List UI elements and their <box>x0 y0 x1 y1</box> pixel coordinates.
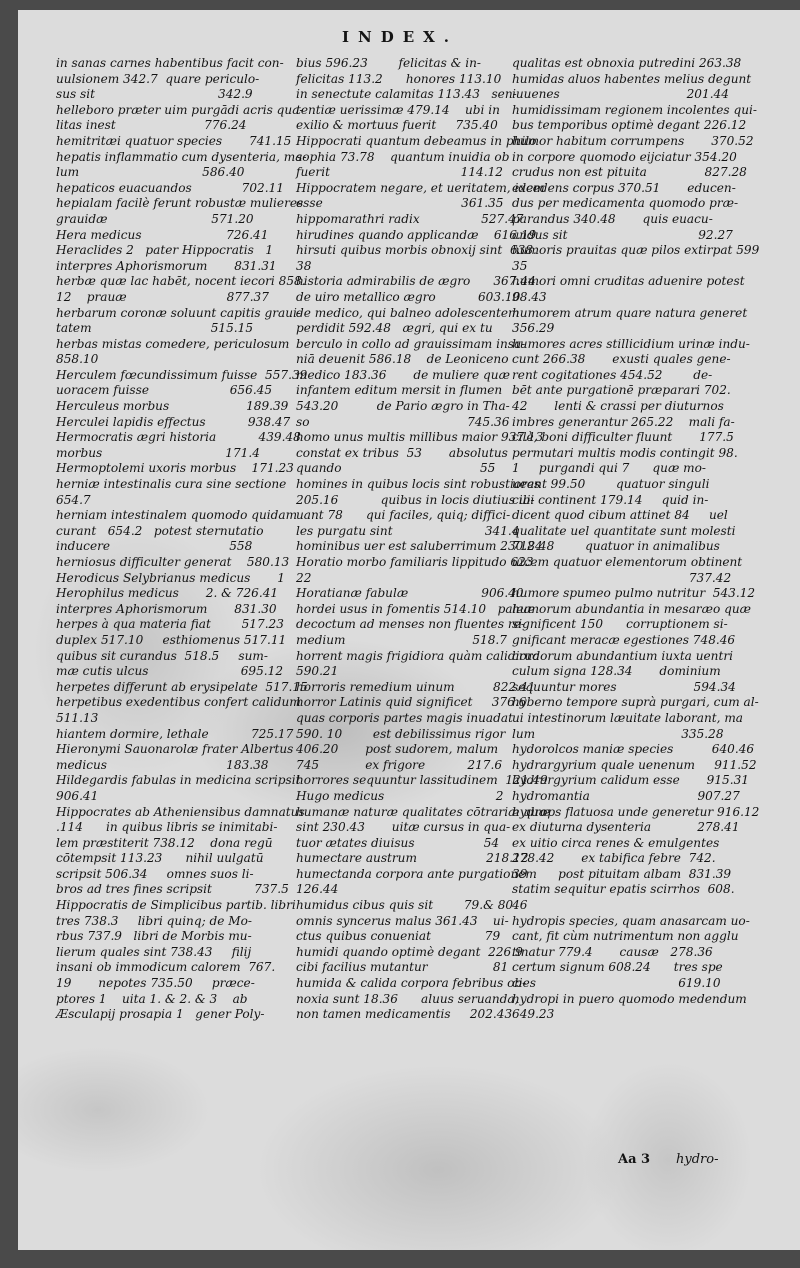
index-line: inducere 558 <box>56 539 253 554</box>
index-line: 38 <box>296 258 312 273</box>
index-line: Æsculapij prosapia 1 gener Poly- <box>56 1007 265 1022</box>
index-line: lem præstiterit 738.12 dona regū <box>56 835 273 850</box>
index-line: Hermocratis ægri historia 439.48 <box>56 430 301 445</box>
index-line: horrores sequuntur lassitudinem 121.49 <box>296 773 548 788</box>
index-line: homines in quibus locis sint robustiores <box>296 477 541 492</box>
index-line: humorem atrum quare natura generet <box>512 305 748 320</box>
index-line: fuerit 114.12 <box>296 165 503 180</box>
index-line: ueant 99.50 quatuor singuli <box>512 477 710 492</box>
index-line: crudus non est pituita 827.28 <box>512 165 747 180</box>
index-line: quibus sit curandus 518.5 sum- <box>56 648 268 663</box>
index-line: quas corporis partes magis inuadat <box>296 710 513 725</box>
index-line: herbæ quæ lac habēt, nocent iecori 858. <box>56 274 306 289</box>
catchword: hydro- <box>676 1152 719 1167</box>
index-line: hydorolcos maniæ species 640.46 <box>512 742 755 757</box>
index-line: 1 purgandi qui 7 quæ mo- <box>512 461 707 476</box>
index-line: hydropis species, quam anasarcam uo- <box>512 913 750 928</box>
index-line: grauidæ 571.20 <box>56 211 254 226</box>
index-line: humidi quando optimè degant 226.9 <box>296 944 523 959</box>
index-line: tentiæ uerissimæ 479.14 ubi in <box>296 102 500 117</box>
index-line: cant, fit cùm nutrimentum non agglu <box>512 929 739 944</box>
index-line: lum 586.40 <box>56 165 245 180</box>
index-line: humore spumeo pulmo nutritur 543.12 <box>512 586 756 601</box>
index-line: humoris prauitas quæ pilos extirpat 599 <box>512 243 760 258</box>
index-line: quando 55 <box>296 461 496 476</box>
index-line: in senectute calamitas 113.43 sen- <box>296 87 517 102</box>
index-line: humori omni cruditas aduenire potest <box>512 274 745 289</box>
index-line: hydropi in puero quomodo medendum <box>512 991 747 1006</box>
index-line: horroris remedium uinum 822.41 <box>296 679 536 694</box>
index-line: hirudines quando applicandæ 616.19 <box>296 227 537 242</box>
index-line: medicus 183.38 <box>56 757 269 772</box>
index-line: hyberno tempore suprà purgari, cum al- <box>512 695 759 710</box>
index-line: hemitritæi quatuor species 741.15 <box>56 133 292 148</box>
index-line: uicem quatuor elementorum obtinent <box>512 555 743 569</box>
index-line: hepaticos euacuandos 702.11 <box>56 180 284 195</box>
index-line: niā deuenit 586.18 de Leoniceno <box>296 352 509 367</box>
index-line: homo unus multis millibus maior 937.13 <box>296 430 544 445</box>
index-line: berculo in collo ad grauissimam insa- <box>296 336 526 351</box>
index-line: 590. 10 est debilissimus rigor <box>296 726 506 741</box>
index-line: 590.21 <box>296 664 339 679</box>
index-line: tres 738.3 libri quinq; de Mo- <box>56 913 253 928</box>
index-line: 12 prauæ 877.37 <box>56 289 269 304</box>
index-line: Hermoptolemi uxoris morbus 171.23 <box>56 461 294 476</box>
index-line: iuuenes 201.44 <box>512 87 729 102</box>
index-line: hydrargyrium calidum esse 915.31 <box>512 773 749 788</box>
index-line: 98.43 <box>512 289 547 304</box>
index-line: statim sequitur epatis scirrhos 608. <box>512 882 735 897</box>
index-line: so 745.36 <box>296 414 510 429</box>
index-line: 205.16 quibus in locis diutius ui- <box>296 492 535 507</box>
index-line: bros ad tres fines scripsit 737.5 <box>56 882 289 897</box>
index-line: tinatur 779.4 causæ 278.36 <box>512 944 713 959</box>
index-line: Hugo medicus 2 <box>296 788 504 803</box>
index-line: lierum quales sint 738.43 filij <box>56 944 252 959</box>
index-line: Heraclides 2 pater Hippocratis 1 <box>56 243 274 258</box>
index-line: hydromantia 907.27 <box>512 788 740 803</box>
index-line: ui intestinorum læuitate laborant, ma <box>512 710 743 725</box>
index-line: hepialam facilè ferunt robustæ mulieres <box>56 196 304 211</box>
index-line: 745 ex frigore 217.6 <box>296 757 503 772</box>
index-line: rent cogitationes 454.52 de- <box>512 367 713 382</box>
index-line: herniæ intestinalis cura sine sectione <box>56 477 287 492</box>
index-line: dus per medicamenta quomodo præ- <box>512 196 739 211</box>
index-line: humidissimam regionem incolentes qui- <box>512 102 757 117</box>
index-line: 22 <box>296 570 312 585</box>
index-line: humorum abundantia in mesaræo quæ <box>512 601 751 616</box>
index-column-right <box>512 56 760 1023</box>
index-line: Hippocratem negare, et ueritatem, idem <box>296 180 545 195</box>
index-line: permutari multis modis contingit 98. <box>512 445 738 460</box>
index-line: hiantem dormire, lethale 725.17 <box>56 726 294 741</box>
index-line: Herophilus medicus 2. & 726.41 <box>56 586 279 601</box>
index-line: herpetibus exedentibus confert calidum <box>56 695 301 710</box>
index-line: 858.10 <box>56 352 99 367</box>
index-line: de uiro metallico ægro 603.10 <box>296 289 521 304</box>
index-line: herniosus difficulter generat 580.13 <box>56 555 290 569</box>
index-line: dicent quod cibum attinet 84 uel <box>512 508 728 523</box>
index-line: rbus 737.9 libri de Morbis mu- <box>56 929 252 944</box>
index-line: humores acres stillicidium urinæ indu- <box>512 336 750 351</box>
index-line: exilio & mortuus fuerit 735.40 <box>296 118 498 133</box>
index-line: omnis syncerus malus 361.43 ui- <box>296 913 509 928</box>
index-line: in sanas carnes habentibus facit con- <box>56 56 284 70</box>
index-line: interpres Aphorismorum 831.30 <box>56 601 277 616</box>
index-line: cōtempsit 113.23 nihil uulgatū <box>56 851 264 866</box>
index-line: Hera medicus 726.41 <box>56 227 269 242</box>
index-line: certum signum 608.24 tres spe <box>512 960 723 975</box>
signature-mark: Aa 3 <box>618 1152 651 1167</box>
index-line: Hippocrates ab Atheniensibus damnatus <box>56 804 305 819</box>
index-line: tatem 515.15 <box>56 321 254 336</box>
index-line: .114 in quibus libris se inimitabi- <box>56 820 278 835</box>
index-line: tuor ætates diuisus 54 <box>296 835 500 850</box>
index-line: infantem editum mersit in flumen <box>296 383 503 398</box>
index-line: scripsit 506.34 omnes suos li- <box>56 866 254 881</box>
index-line: bius 596.23 felicitas & in- <box>296 56 482 70</box>
index-line: 46 <box>512 898 528 913</box>
index-line: herbas mistas comedere, periculosum <box>56 336 290 351</box>
index-line: 19 nepotes 735.50 præce- <box>56 976 255 991</box>
index-line: uant 78 qui faciles, quiq; diffici- <box>296 508 511 523</box>
index-line: sophia 73.78 quantum inuidia ob <box>296 149 510 164</box>
index-line: helleboro præter uim purgādi acris qua- <box>56 102 304 117</box>
index-line: 511.13 <box>56 710 99 725</box>
index-line: humida & calida corpora febribus ob- <box>296 976 527 991</box>
index-line: cilè, boni difficulter fluunt 177.5 <box>512 430 734 445</box>
index-line: Hieronymi Sauonarolæ frater Albertus <box>56 742 294 757</box>
index-line: hydrops flatuosa unde generetur 916.12 <box>512 804 760 819</box>
index-line: humectanda corpora ante purgationem <box>296 866 537 881</box>
index-line: ptores 1 uita 1. & 2. & 3 ab <box>56 991 248 1006</box>
index-line: horrent magis frigidiora quàm calidiora <box>296 648 540 663</box>
index-line: Hildegardis fabulas in medicina scripsit <box>56 773 301 788</box>
index-line: humectare austrum 218.12 <box>296 851 529 866</box>
index-line: cunt 266.38 exusti quales gene- <box>512 352 731 367</box>
index-line: Horatio morbo familiaris lippitudo 623. <box>296 555 538 569</box>
index-line: 543.20 de Pario ægro in Tha- <box>296 399 510 414</box>
index-line: medico 183.36 de muliere quæ <box>296 367 510 382</box>
index-line: culum signa 128.34 dominium <box>512 664 721 679</box>
index-line: cies 619.10 <box>512 976 721 991</box>
index-line: hordei usus in fomentis 514.10 paleæ <box>296 601 535 616</box>
index-line: felicitas 113.2 honores 113.10 <box>296 71 502 86</box>
index-line: hirsuti quibus morbis obnoxij sint 638. <box>296 243 537 258</box>
index-line: sequuntur mores 594.34 <box>512 679 736 694</box>
index-line: esse 361.35 <box>296 196 504 211</box>
index-line: hominibus uer est saluberrimum 230.24 <box>296 539 543 554</box>
index-line: 278.42 ex tabifica febre 742. <box>512 851 716 866</box>
index-line: uoracem fuisse 656.45 <box>56 383 273 398</box>
index-line: Hippocrati quantum debeamus in philo <box>296 133 537 148</box>
index-header: INDEX. <box>341 28 459 46</box>
index-line: medium 518.7 <box>296 632 507 647</box>
index-line: decoctum ad menses non fluentes re- <box>296 617 525 632</box>
index-line: herbarum coronæ soluunt capitis graui- <box>56 305 301 320</box>
index-line: in corpore quomodo eijciatur 354.20 <box>512 149 737 164</box>
index-line: duplex 517.10 esthiomenus 517.11 <box>56 632 287 647</box>
index-line: significent 150 corruptionem si- <box>512 617 728 632</box>
index-line: cibi facilius mutantur 81 <box>296 960 509 975</box>
index-line: crudorum abundantium iuxta uentri <box>512 648 733 663</box>
index-line: humor habitum corrumpens 370.52 <box>512 133 754 148</box>
index-line: cibi continent 179.14 quid in- <box>512 492 709 507</box>
index-line: historia admirabilis de ægro 367.44 <box>296 274 536 289</box>
index-line: mæ cutis ulcus 695.12 <box>56 664 284 679</box>
index-line: non tamen medicamentis 202.43 <box>296 1007 513 1022</box>
index-line: 406.20 post sudorem, malum <box>296 742 499 757</box>
index-line: hepatis inflammatio cum dysenteria, ma- <box>56 149 307 164</box>
index-line: morbus 171.4 <box>56 445 260 460</box>
index-line: sus sit 342.9 <box>56 87 253 102</box>
index-line: herpes à qua materia fiat 517.23 <box>56 617 284 632</box>
index-line: ex uitio circa renes & emulgentes <box>512 835 720 850</box>
index-line: qualitas est obnoxia putredini 263.38 <box>512 56 742 70</box>
index-line: noxia sunt 18.36 aluus seruanda, <box>296 991 519 1006</box>
index-line: herniam intestinalem quomodo quidam <box>56 508 298 523</box>
index-line: excedens corpus 370.51 educen- <box>512 180 736 195</box>
index-line: sint 230.43 uitæ cursus in qua- <box>296 820 511 835</box>
index-line: parandus 340.48 quis euacu- <box>512 211 713 226</box>
index-line: Herculei lapidis effectus 938.47 <box>56 414 291 429</box>
index-line: insani ob immodicum calorem 767. <box>56 960 276 975</box>
index-line: 718.48 quatuor in animalibus <box>512 539 720 554</box>
index-line: hippomarathri radix 527.47 <box>296 211 524 226</box>
index-line: curant 654.2 potest sternutatio <box>56 523 264 538</box>
index-line: Horatianæ fabulæ 906.40 <box>296 586 524 601</box>
index-line: ctus quibus conueniat 79 <box>296 929 501 944</box>
index-line: ex diuturna dysenteria 278.41 <box>512 820 740 835</box>
index-line: humidus cibus quis sit 79.& 80 <box>296 898 514 913</box>
index-line: 42 lenti & crassi per diuturnos <box>512 399 724 414</box>
index-line: constat ex tribus 53 absolutus <box>296 445 508 460</box>
index-line: 654.7 <box>56 492 91 507</box>
index-line: andus sit 92.27 <box>512 227 733 242</box>
index-line: perdidit 592.48 ægri, qui ex tu <box>296 321 493 336</box>
index-line: qualitate uel quantitate sunt molesti <box>512 523 736 538</box>
index-line: humanæ naturæ qualitates cōtrariæ quæ <box>296 804 551 819</box>
index-line: Hippocratis de Simplicibus partib. libri <box>56 898 296 913</box>
index-line: interpres Aphorismorum 831.31 <box>56 258 277 273</box>
index-line: hydrargyrium quale uenenum 911.52 <box>512 757 757 772</box>
index-line: 737.42 <box>512 570 732 585</box>
index-line: humidas aluos habentes melius degunt <box>512 71 752 86</box>
index-line: bus temporibus optimè degant 226.12 <box>512 118 747 133</box>
index-line: 649.23 <box>512 1007 555 1022</box>
index-line: les purgatu sint 341.4 <box>296 523 520 538</box>
index-line: 35 <box>512 258 528 273</box>
index-line: lum 335.28 <box>512 726 724 741</box>
index-line: Herculem fœcundissimum fuisse 557.39 <box>56 367 308 382</box>
index-line: herpetes differunt ab erysipelate 517.15 <box>56 679 308 694</box>
index-line: horror Latinis quid significet 376.6 <box>296 695 527 710</box>
index-line: de medico, qui balneo adolescentem <box>296 305 520 320</box>
index-line: 356.29 <box>512 321 555 336</box>
index-line: 39 post pituitam albam 831.39 <box>512 866 732 881</box>
index-line: bēt ante purgationē præparari 702. <box>512 383 731 398</box>
index-line: Herodicus Selybrianus medicus 1 <box>56 570 285 585</box>
index-line: uulsionem 342.7 quare periculo- <box>56 71 260 86</box>
index-line: 126.44 <box>296 882 339 897</box>
index-line: 906.41 <box>56 788 99 803</box>
index-line: litas inest 776.24 <box>56 118 247 133</box>
index-line: gnificant meracæ egestiones 748.46 <box>512 632 736 647</box>
index-line: imbres generantur 265.22 mali fa- <box>512 414 735 429</box>
index-line: Herculeus morbus 189.39 <box>56 399 289 414</box>
